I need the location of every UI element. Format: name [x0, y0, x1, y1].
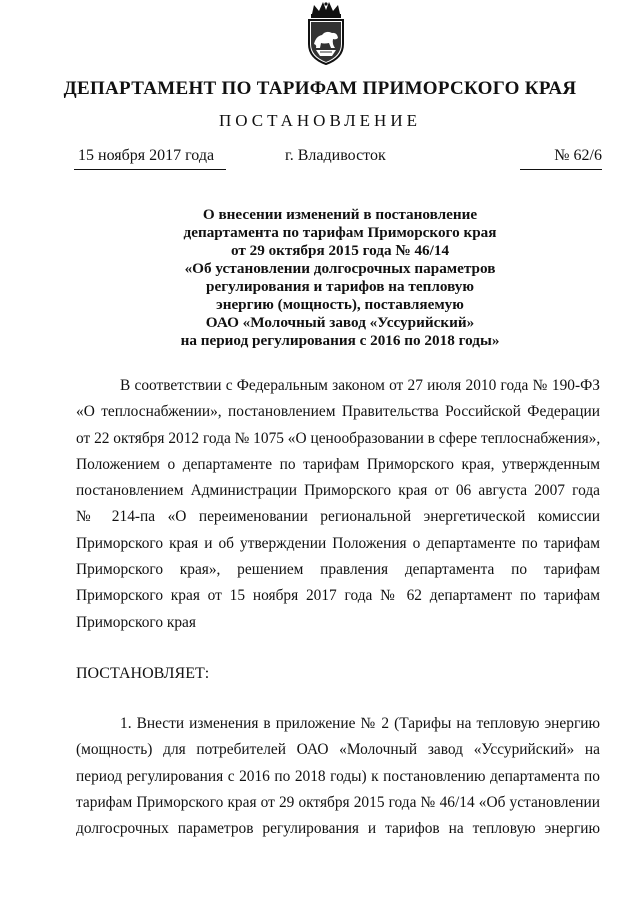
paragraph-line: 1. Внести изменения в приложение № 2 (Тарифы на тепловую энергию	[120, 715, 600, 732]
paragraph-line: тарифам Приморского края от 29 октября 2015 года № 46/14 «Об установлении	[76, 793, 600, 811]
title-line: от 29 октября 2015 года № 46/14	[230, 242, 450, 259]
paragraph-line: «О теплоснабжении», постановлением Правительства Российской Федерации	[76, 403, 600, 421]
document-type: ПОСТАНОВЛЕНИЕ	[218, 111, 421, 130]
title-line: энергию (мощность), поставляемую	[216, 296, 464, 313]
paragraph-line: Приморского края	[76, 613, 196, 631]
preamble-paragraph	[76, 373, 600, 636]
title-line: регулирования и тарифов на тепловую	[206, 278, 474, 295]
document-number: № 62/6	[520, 147, 602, 170]
title-line: на период регулирования с 2016 по 2018 годы»	[180, 332, 500, 349]
paragraph-line: Приморского края и об утверждении Положения о департаменте по тарифам	[76, 534, 600, 552]
title-line: ОАО «Молочный завод «Уссурийский»	[205, 314, 475, 331]
document-city: г. Владивосток	[285, 147, 386, 164]
paragraph-line: от 22 октября 2012 года № 1075 «О ценообразовании в сфере теплоснабжения»,	[76, 429, 601, 447]
paragraph-line: постановлением Администрации Приморского края от 06 августа 2007 года	[76, 482, 600, 500]
decree-heading: ПОСТАНОВЛЯЕТ:	[76, 665, 210, 682]
department-name: ДЕПАРТАМЕНТ ПО ТАРИФАМ ПРИМОРСКОГО КРАЯ	[63, 78, 577, 99]
paragraph-line: долгосрочных параметров регулирования и тарифов на тепловую энергию	[76, 820, 600, 838]
paragraph-line: № 214-па «О переименовании региональной энергетической комиссии	[76, 508, 600, 526]
title-line: «Об установлении долгосрочных параметров	[184, 260, 496, 277]
document-title	[140, 206, 540, 350]
paragraph-line: период регулирования с 2016 по 2018 годы) к постановлению департамента по	[76, 767, 600, 785]
title-line: департамента по тарифам Приморского края	[183, 224, 497, 241]
paragraph-line: Приморского края от 15 ноября 2017 года № 62 департамент по тарифам	[76, 587, 600, 605]
paragraph-line: В соответствии с Федеральным законом от 27 июля 2010 года № 190-ФЗ	[120, 377, 600, 394]
title-line: О внесении изменений в постановление	[202, 206, 478, 223]
paragraph-line: Положением о департаменте по тарифам Приморского края, утвержденным	[76, 455, 600, 473]
document-date: 15 ноября 2017 года	[74, 147, 226, 170]
paragraph-line: Приморского края», решением правления департамента по тарифам	[76, 561, 600, 579]
coat-of-arms-icon	[302, 0, 350, 66]
item-1-paragraph	[76, 711, 600, 842]
paragraph-line: (мощность) для потребителей ОАО «Молочный завод «Уссурийский» на	[76, 741, 600, 759]
